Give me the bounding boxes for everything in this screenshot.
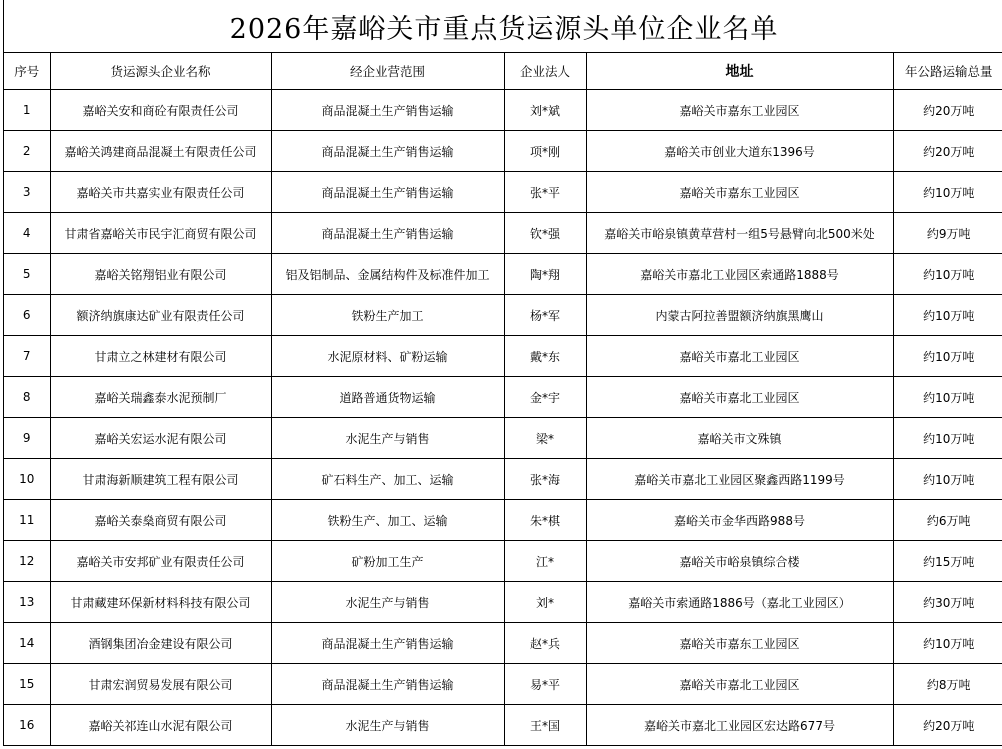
cell-legal-person[interactable]: 张*海 bbox=[504, 459, 586, 500]
cell-company-name[interactable]: 嘉峪关祁连山水泥有限公司 bbox=[50, 705, 271, 746]
cell-business-scope[interactable]: 铝及铝制品、金属结构件及标准件加工 bbox=[271, 254, 504, 295]
cell-annual-volume[interactable]: 约10万吨 bbox=[893, 418, 1002, 459]
cell-annual-volume[interactable]: 约15万吨 bbox=[893, 541, 1002, 582]
cell-legal-person[interactable]: 项*刚 bbox=[504, 131, 586, 172]
cell-business-scope[interactable]: 矿石料生产、加工、运输 bbox=[271, 459, 504, 500]
cell-no[interactable]: 12 bbox=[4, 541, 50, 582]
cell-business-scope[interactable]: 商品混凝土生产销售运输 bbox=[271, 664, 504, 705]
cell-address[interactable]: 嘉峪关市文殊镇 bbox=[586, 418, 893, 459]
cell-no[interactable]: 6 bbox=[4, 295, 50, 336]
cell-address[interactable]: 嘉峪关市嘉北工业园区聚鑫西路1199号 bbox=[586, 459, 893, 500]
cell-company-name[interactable]: 嘉峪关泰燊商贸有限公司 bbox=[50, 500, 271, 541]
cell-business-scope[interactable]: 水泥生产与销售 bbox=[271, 705, 504, 746]
cell-legal-person[interactable]: 戴*东 bbox=[504, 336, 586, 377]
cell-company-name[interactable]: 甘肃藏建环保新材料科技有限公司 bbox=[50, 582, 271, 623]
header-scope[interactable]: 经企业营范围 bbox=[271, 53, 504, 90]
cell-business-scope[interactable]: 道路普通货物运输 bbox=[271, 377, 504, 418]
cell-address[interactable]: 嘉峪关市嘉东工业园区 bbox=[586, 172, 893, 213]
cell-company-name[interactable]: 嘉峪关宏运水泥有限公司 bbox=[50, 418, 271, 459]
cell-annual-volume[interactable]: 约10万吨 bbox=[893, 459, 1002, 500]
table-row bbox=[4, 664, 1002, 705]
cell-legal-person[interactable]: 钦*强 bbox=[504, 213, 586, 254]
table-row bbox=[4, 541, 1002, 582]
cell-business-scope[interactable]: 水泥生产与销售 bbox=[271, 582, 504, 623]
cell-address[interactable]: 嘉峪关市嘉东工业园区 bbox=[586, 90, 893, 131]
cell-company-name[interactable]: 甘肃宏润贸易发展有限公司 bbox=[50, 664, 271, 705]
cell-legal-person[interactable]: 刘* bbox=[504, 582, 586, 623]
cell-no[interactable]: 13 bbox=[4, 582, 50, 623]
table-row bbox=[4, 623, 1002, 664]
cell-no[interactable]: 8 bbox=[4, 377, 50, 418]
cell-address[interactable]: 内蒙古阿拉善盟额济纳旗黑鹰山 bbox=[586, 295, 893, 336]
table-row bbox=[4, 172, 1002, 213]
table-row bbox=[4, 336, 1002, 377]
cell-business-scope[interactable]: 矿粉加工生产 bbox=[271, 541, 504, 582]
header-address[interactable]: 地址 bbox=[586, 53, 893, 90]
cell-legal-person[interactable]: 杨*军 bbox=[504, 295, 586, 336]
cell-business-scope[interactable]: 商品混凝土生产销售运输 bbox=[271, 90, 504, 131]
table-row bbox=[4, 213, 1002, 254]
cell-annual-volume[interactable]: 约10万吨 bbox=[893, 336, 1002, 377]
header-name[interactable]: 货运源头企业名称 bbox=[50, 53, 271, 90]
cell-legal-person[interactable]: 王*国 bbox=[504, 705, 586, 746]
cell-no[interactable]: 5 bbox=[4, 254, 50, 295]
cell-address[interactable]: 嘉峪关市嘉北工业园区索通路1888号 bbox=[586, 254, 893, 295]
cell-no[interactable]: 16 bbox=[4, 705, 50, 746]
cell-legal-person[interactable]: 陶*翔 bbox=[504, 254, 586, 295]
header-row bbox=[4, 53, 1002, 90]
cell-address[interactable]: 嘉峪关市嘉北工业园区 bbox=[586, 377, 893, 418]
cell-no[interactable]: 11 bbox=[4, 500, 50, 541]
cell-legal-person[interactable]: 赵*兵 bbox=[504, 623, 586, 664]
cell-business-scope[interactable]: 商品混凝土生产销售运输 bbox=[271, 131, 504, 172]
cell-no[interactable]: 3 bbox=[4, 172, 50, 213]
cell-company-name[interactable]: 嘉峪关市安邦矿业有限责任公司 bbox=[50, 541, 271, 582]
cell-company-name[interactable]: 甘肃海新顺建筑工程有限公司 bbox=[50, 459, 271, 500]
cell-legal-person[interactable]: 朱*棋 bbox=[504, 500, 586, 541]
cell-no[interactable]: 9 bbox=[4, 418, 50, 459]
cell-company-name[interactable]: 嘉峪关市共嘉实业有限责任公司 bbox=[50, 172, 271, 213]
cell-legal-person[interactable]: 金*宇 bbox=[504, 377, 586, 418]
cell-business-scope[interactable]: 铁粉生产加工 bbox=[271, 295, 504, 336]
cell-company-name[interactable]: 嘉峪关安和商砼有限责任公司 bbox=[50, 90, 271, 131]
table-body bbox=[4, 90, 1002, 746]
cell-address[interactable]: 嘉峪关市嘉北工业园区 bbox=[586, 664, 893, 705]
cell-company-name[interactable]: 甘肃立之林建材有限公司 bbox=[50, 336, 271, 377]
cell-annual-volume[interactable]: 约10万吨 bbox=[893, 295, 1002, 336]
cell-no[interactable]: 2 bbox=[4, 131, 50, 172]
cell-no[interactable]: 7 bbox=[4, 336, 50, 377]
page-title: 2026年嘉峪关市重点货运源头单位企业名单 bbox=[229, 13, 779, 45]
table-row bbox=[4, 459, 1002, 500]
cell-legal-person[interactable]: 易*平 bbox=[504, 664, 586, 705]
header-no[interactable]: 序号 bbox=[4, 53, 50, 90]
cell-business-scope[interactable]: 商品混凝土生产销售运输 bbox=[271, 213, 504, 254]
cell-annual-volume[interactable]: 约10万吨 bbox=[893, 172, 1002, 213]
table-row bbox=[4, 418, 1002, 459]
cell-address[interactable]: 嘉峪关市索通路1886号（嘉北工业园区） bbox=[586, 582, 893, 623]
table-row bbox=[4, 582, 1002, 623]
header-volume[interactable]: 年公路运输总量 bbox=[893, 53, 1002, 90]
cell-business-scope[interactable]: 铁粉生产、加工、运输 bbox=[271, 500, 504, 541]
cell-address[interactable]: 嘉峪关市创业大道东1396号 bbox=[586, 131, 893, 172]
cell-annual-volume[interactable]: 约8万吨 bbox=[893, 664, 1002, 705]
table-row bbox=[4, 254, 1002, 295]
cell-annual-volume[interactable]: 约10万吨 bbox=[893, 623, 1002, 664]
cell-annual-volume[interactable]: 约20万吨 bbox=[893, 90, 1002, 131]
spreadsheet bbox=[3, 0, 1002, 746]
cell-annual-volume[interactable]: 约10万吨 bbox=[893, 377, 1002, 418]
cell-no[interactable]: 15 bbox=[4, 664, 50, 705]
cell-address[interactable]: 嘉峪关市峪泉镇综合楼 bbox=[586, 541, 893, 582]
cell-annual-volume[interactable]: 约10万吨 bbox=[893, 254, 1002, 295]
cell-no[interactable]: 10 bbox=[4, 459, 50, 500]
header-legal[interactable]: 企业法人 bbox=[504, 53, 586, 90]
cell-address[interactable]: 嘉峪关市金华西路988号 bbox=[586, 500, 893, 541]
cell-no[interactable]: 1 bbox=[4, 90, 50, 131]
cell-business-scope[interactable]: 水泥生产与销售 bbox=[271, 418, 504, 459]
table-row bbox=[4, 705, 1002, 746]
cell-legal-person[interactable]: 刘*斌 bbox=[504, 90, 586, 131]
cell-company-name[interactable]: 嘉峪关瑞鑫泰水泥预制厂 bbox=[50, 377, 271, 418]
cell-annual-volume[interactable]: 约20万吨 bbox=[893, 705, 1002, 746]
cell-annual-volume[interactable]: 约6万吨 bbox=[893, 500, 1002, 541]
cell-address[interactable]: 嘉峪关市嘉东工业园区 bbox=[586, 623, 893, 664]
cell-legal-person[interactable]: 梁* bbox=[504, 418, 586, 459]
cell-address[interactable]: 嘉峪关市峪泉镇黄草营村一组5号悬臂向北500米处 bbox=[586, 213, 893, 254]
table-row bbox=[4, 90, 1002, 131]
cell-business-scope[interactable]: 商品混凝土生产销售运输 bbox=[271, 623, 504, 664]
cell-no[interactable]: 14 bbox=[4, 623, 50, 664]
cell-business-scope[interactable]: 水泥原材料、矿粉运输 bbox=[271, 336, 504, 377]
cell-annual-volume[interactable]: 约30万吨 bbox=[893, 582, 1002, 623]
table-row bbox=[4, 295, 1002, 336]
table-row bbox=[4, 377, 1002, 418]
table-row bbox=[4, 131, 1002, 172]
cell-no[interactable]: 4 bbox=[4, 213, 50, 254]
cell-company-name[interactable]: 酒钢集团冶金建设有限公司 bbox=[50, 623, 271, 664]
cell-legal-person[interactable]: 江* bbox=[504, 541, 586, 582]
cell-company-name[interactable]: 嘉峪关鸿建商品混凝土有限责任公司 bbox=[50, 131, 271, 172]
title-cell[interactable] bbox=[4, 0, 1002, 53]
table-row bbox=[4, 500, 1002, 541]
cell-address[interactable]: 嘉峪关市嘉北工业园区 bbox=[586, 336, 893, 377]
cell-company-name[interactable]: 嘉峪关铭翔铝业有限公司 bbox=[50, 254, 271, 295]
enterprise-table bbox=[4, 53, 1002, 746]
cell-annual-volume[interactable]: 约20万吨 bbox=[893, 131, 1002, 172]
cell-legal-person[interactable]: 张*平 bbox=[504, 172, 586, 213]
cell-annual-volume[interactable]: 约9万吨 bbox=[893, 213, 1002, 254]
cell-address[interactable]: 嘉峪关市嘉北工业园区宏达路677号 bbox=[586, 705, 893, 746]
cell-business-scope[interactable]: 商品混凝土生产销售运输 bbox=[271, 172, 504, 213]
cell-company-name[interactable]: 额济纳旗康达矿业有限责任公司 bbox=[50, 295, 271, 336]
cell-company-name[interactable]: 甘肃省嘉峪关市民宇汇商贸有限公司 bbox=[50, 213, 271, 254]
